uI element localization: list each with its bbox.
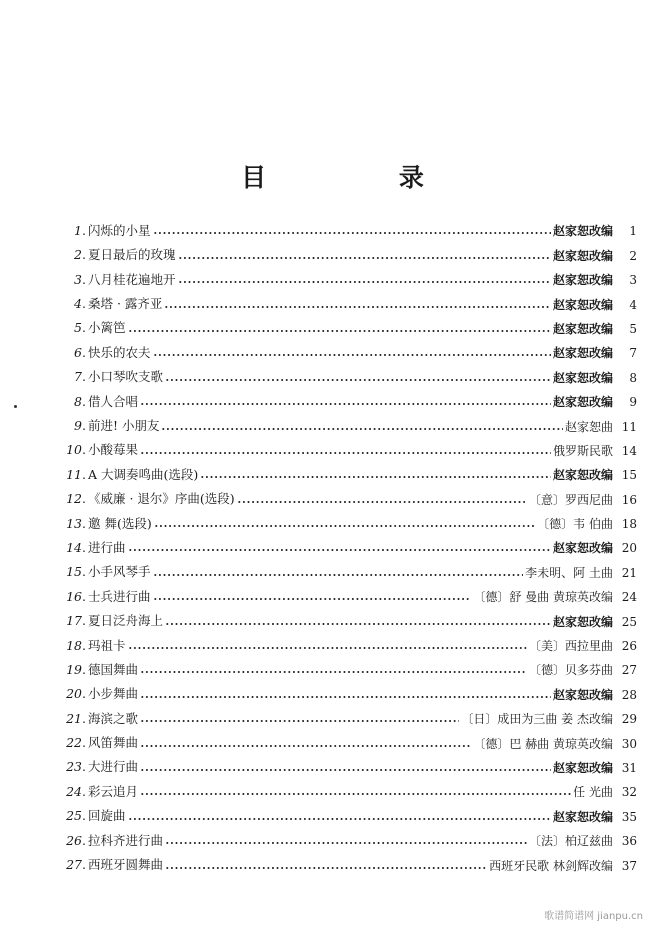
entry-number: 22: [66, 735, 82, 751]
toc-entry[interactable]: [62, 457, 637, 481]
entry-title: 借人合唱: [87, 393, 138, 409]
entry-page-number: 32: [621, 785, 637, 800]
entry-credit: 赵家恕改编: [552, 687, 613, 702]
entry-credit: 赵家恕改编: [552, 395, 613, 410]
entry-page-number: 11: [621, 419, 637, 434]
toc-entry[interactable]: [62, 506, 637, 530]
entry-number-dot: .: [82, 759, 86, 775]
dot-leader: [237, 501, 527, 503]
dot-leader: [140, 671, 527, 673]
toc-entry[interactable]: [62, 262, 637, 286]
entry-title: 八月桂花遍地开: [87, 271, 176, 287]
entry-credit: 赵家恕改编: [552, 468, 613, 483]
entry-title: 桑塔 · 露齐亚: [87, 296, 163, 312]
entry-number: 1: [74, 222, 82, 238]
toc-entry[interactable]: [62, 384, 637, 408]
toc-entry[interactable]: [62, 652, 637, 676]
entry-number-dot: .: [82, 222, 86, 238]
entry-credit: 赵家恕改编: [552, 760, 613, 775]
entry-title: 风笛舞曲: [87, 735, 138, 751]
entry-title: A 大调奏鸣曲(选段): [87, 466, 199, 482]
entry-number: 12: [66, 491, 82, 507]
entry-number: 14: [66, 539, 82, 555]
entry-credit: 〔法〕柏辽兹曲: [528, 834, 613, 849]
entry-title: 小口琴吹支歌: [87, 369, 163, 385]
entry-page-number: 14: [621, 443, 637, 458]
entry-number: 27: [66, 857, 82, 873]
toc-entry[interactable]: [62, 530, 637, 554]
dot-leader: [165, 867, 487, 869]
entry-credit: 〔德〕舒 曼曲 黄琼英改编: [473, 590, 613, 605]
entry-title: 彩云追月: [87, 783, 138, 799]
dot-leader: [128, 330, 551, 332]
toc-entry[interactable]: [62, 823, 637, 847]
entry-number: 20: [66, 686, 82, 702]
entry-number: 23: [66, 759, 82, 775]
entry-page-number: 16: [621, 492, 637, 507]
entry-number-dot: .: [82, 588, 86, 604]
entry-number-dot: .: [82, 418, 86, 434]
entry-title: 小篱笆: [87, 320, 126, 336]
entry-number-dot: .: [82, 808, 86, 824]
entry-credit: 李未明、阿 土曲: [525, 565, 613, 580]
entry-number: 26: [66, 832, 82, 848]
entry-page-number: 4: [629, 297, 637, 312]
dot-leader: [154, 525, 535, 527]
entry-credit: 赵家恕改编: [552, 614, 613, 629]
entry-credit: 赵家恕改编: [552, 346, 613, 361]
entry-title: 邀 舞(选段): [87, 515, 152, 531]
entry-title: 回旋曲: [87, 808, 126, 824]
toc-entry[interactable]: [62, 750, 637, 774]
entry-page-number: 29: [621, 712, 637, 727]
entry-title: 海滨之歌: [87, 710, 138, 726]
entry-number: 17: [66, 613, 82, 629]
entry-number-dot: .: [82, 320, 86, 336]
scan-speck: [14, 405, 17, 408]
entry-title: 夏日泛舟海上: [87, 613, 163, 629]
dot-leader: [140, 720, 459, 722]
entry-credit: 赵家恕曲: [564, 419, 613, 434]
toc-entry[interactable]: [62, 554, 637, 578]
entry-title: 拉科齐进行曲: [87, 832, 163, 848]
entry-page-number: 5: [629, 321, 637, 336]
entry-number: 6: [74, 344, 82, 360]
entry-title: 小手风琴手: [87, 564, 151, 580]
entry-credit: 赵家恕改编: [552, 297, 613, 312]
entry-number-dot: .: [82, 613, 86, 629]
entry-page-number: 28: [621, 687, 637, 702]
entry-page-number: 25: [621, 614, 637, 629]
entry-credit: 赵家恕改编: [552, 224, 613, 239]
entry-number: 21: [66, 710, 82, 726]
entry-number: 19: [66, 661, 82, 677]
toc-list: [62, 213, 637, 872]
entry-credit: 赵家恕改编: [552, 809, 613, 824]
entry-credit: 任 光曲: [573, 785, 613, 800]
page-title: 目 录: [241, 163, 486, 192]
toc-entry[interactable]: [62, 847, 637, 871]
entry-number-dot: .: [82, 491, 86, 507]
entry-title: 大进行曲: [87, 759, 138, 775]
dot-leader: [161, 428, 563, 430]
toc-entry[interactable]: [62, 237, 637, 261]
entry-number: 16: [66, 588, 82, 604]
dot-leader: [140, 745, 471, 747]
entry-page-number: 36: [621, 834, 637, 849]
toc-entry[interactable]: [62, 725, 637, 749]
dot-leader: [165, 623, 551, 625]
entry-page-number: 27: [621, 663, 637, 678]
entry-number-dot: .: [82, 247, 86, 263]
entry-page-number: 2: [629, 248, 637, 263]
entry-credit: 俄罗斯民歌: [552, 443, 613, 458]
entry-title: 闪烁的小星: [87, 222, 151, 238]
toc-entry[interactable]: [62, 774, 637, 798]
entry-title: 《威廉 · 退尔》序曲(选段): [87, 491, 235, 507]
entry-credit: 赵家恕改编: [552, 321, 613, 336]
entry-title: 玛祖卡: [87, 637, 126, 653]
entry-number: 24: [66, 783, 82, 799]
dot-leader: [128, 818, 551, 820]
toc-entry[interactable]: [62, 408, 637, 432]
entry-page-number: 26: [621, 639, 637, 654]
toc-entry[interactable]: [62, 798, 637, 822]
entry-credit: 〔美〕西拉里曲: [528, 639, 613, 654]
entry-number-dot: .: [82, 637, 86, 653]
entry-number: 10: [66, 442, 82, 458]
entry-number: 8: [74, 393, 82, 409]
entry-credit: 〔德〕贝多芬曲: [528, 663, 613, 678]
toc-entry[interactable]: [62, 311, 637, 335]
toc-entry[interactable]: [62, 335, 637, 359]
dot-leader: [178, 281, 551, 283]
dot-leader: [153, 598, 472, 600]
dot-leader: [128, 647, 527, 649]
toc-entry[interactable]: [62, 628, 637, 652]
entry-page-number: 37: [621, 858, 637, 873]
entry-number: 9: [74, 418, 82, 434]
entry-credit: 赵家恕改编: [552, 248, 613, 263]
entry-number-dot: .: [82, 661, 86, 677]
entry-number: 25: [66, 808, 82, 824]
dot-leader: [178, 257, 551, 259]
entry-number: 13: [66, 515, 82, 531]
toc-entry[interactable]: [62, 359, 637, 383]
entry-number-dot: .: [82, 442, 86, 458]
entry-title: 夏日最后的玫瑰: [87, 247, 176, 263]
entry-number: 18: [66, 637, 82, 653]
toc-entry[interactable]: [62, 701, 637, 725]
toc-entry[interactable]: [62, 433, 637, 457]
entry-number: 2: [74, 247, 82, 263]
entry-number: 3: [74, 271, 82, 287]
entry-credit: 〔意〕罗西尼曲: [528, 492, 613, 507]
toc-entry[interactable]: [62, 579, 637, 603]
entry-credit: 〔德〕韦 伯曲: [537, 517, 613, 532]
entry-title: 西班牙圆舞曲: [87, 857, 163, 873]
entry-number: 4: [74, 296, 82, 312]
entry-number-dot: .: [82, 686, 86, 702]
entry-page-number: 20: [621, 541, 637, 556]
entry-title: 小步舞曲: [87, 686, 138, 702]
toc-entry[interactable]: [62, 213, 637, 237]
dot-leader: [140, 452, 551, 454]
entry-number-dot: .: [82, 735, 86, 751]
entry-number-dot: .: [82, 710, 86, 726]
watermark-footer: 歌谱简谱网 jianpu.cn: [544, 911, 643, 922]
dot-leader: [140, 793, 571, 795]
entry-credit: 〔日〕成田为三曲 姜 杰改编: [461, 712, 613, 727]
dot-leader: [140, 403, 551, 405]
entry-title: 快乐的农夫: [87, 344, 151, 360]
toc-entry[interactable]: [62, 481, 637, 505]
entry-title: 士兵进行曲: [87, 588, 151, 604]
entry-page-number: 3: [629, 273, 637, 288]
dot-leader: [153, 574, 524, 576]
entry-number-dot: .: [82, 296, 86, 312]
dot-leader: [165, 379, 551, 381]
entry-credit: 西班牙民歌 林剑辉改编: [489, 858, 613, 873]
entry-credit: 〔德〕巴 赫曲 黄琼英改编: [473, 736, 613, 751]
entry-page-number: 8: [629, 370, 637, 385]
dot-leader: [164, 306, 551, 308]
entry-page-number: 1: [629, 224, 637, 239]
entry-number-dot: .: [82, 564, 86, 580]
dot-leader: [128, 549, 551, 551]
entry-title: 进行曲: [87, 539, 126, 555]
entry-page-number: 35: [621, 809, 637, 824]
entry-page-number: 24: [621, 590, 637, 605]
entry-credit: 赵家恕改编: [552, 370, 613, 385]
toc-entry[interactable]: [62, 603, 637, 627]
entry-number-dot: .: [82, 393, 86, 409]
entry-number: 15: [66, 564, 82, 580]
entry-page-number: 9: [629, 395, 637, 410]
entry-number-dot: .: [82, 369, 86, 385]
entry-number: 7: [74, 369, 82, 385]
entry-page-number: 21: [621, 565, 637, 580]
entry-page-number: 31: [621, 760, 637, 775]
entry-number-dot: .: [82, 344, 86, 360]
entry-page-number: 7: [629, 346, 637, 361]
entry-number-dot: .: [82, 832, 86, 848]
dot-leader: [200, 476, 551, 478]
entry-title: 前进! 小朋友: [87, 418, 160, 434]
entry-page-number: 18: [621, 517, 637, 532]
entry-number-dot: .: [82, 271, 86, 287]
entry-number-dot: .: [82, 515, 86, 531]
entry-title: 德国舞曲: [87, 661, 138, 677]
entry-page-number: 30: [621, 736, 637, 751]
entry-credit: 赵家恕改编: [552, 541, 613, 556]
entry-title: 小酸莓果: [87, 442, 138, 458]
dot-leader: [140, 769, 551, 771]
entry-number: 5: [74, 320, 82, 336]
entry-number: 11: [66, 466, 82, 482]
entry-number-dot: .: [82, 539, 86, 555]
toc-entry[interactable]: [62, 286, 637, 310]
entry-credit: 赵家恕改编: [552, 273, 613, 288]
dot-leader: [165, 842, 527, 844]
toc-entry[interactable]: [62, 676, 637, 700]
entry-number-dot: .: [82, 783, 86, 799]
entry-number-dot: .: [82, 466, 86, 482]
entry-page-number: 15: [621, 468, 637, 483]
dot-leader: [140, 696, 551, 698]
dot-leader: [153, 232, 551, 234]
dot-leader: [153, 354, 551, 356]
entry-number-dot: .: [82, 857, 86, 873]
